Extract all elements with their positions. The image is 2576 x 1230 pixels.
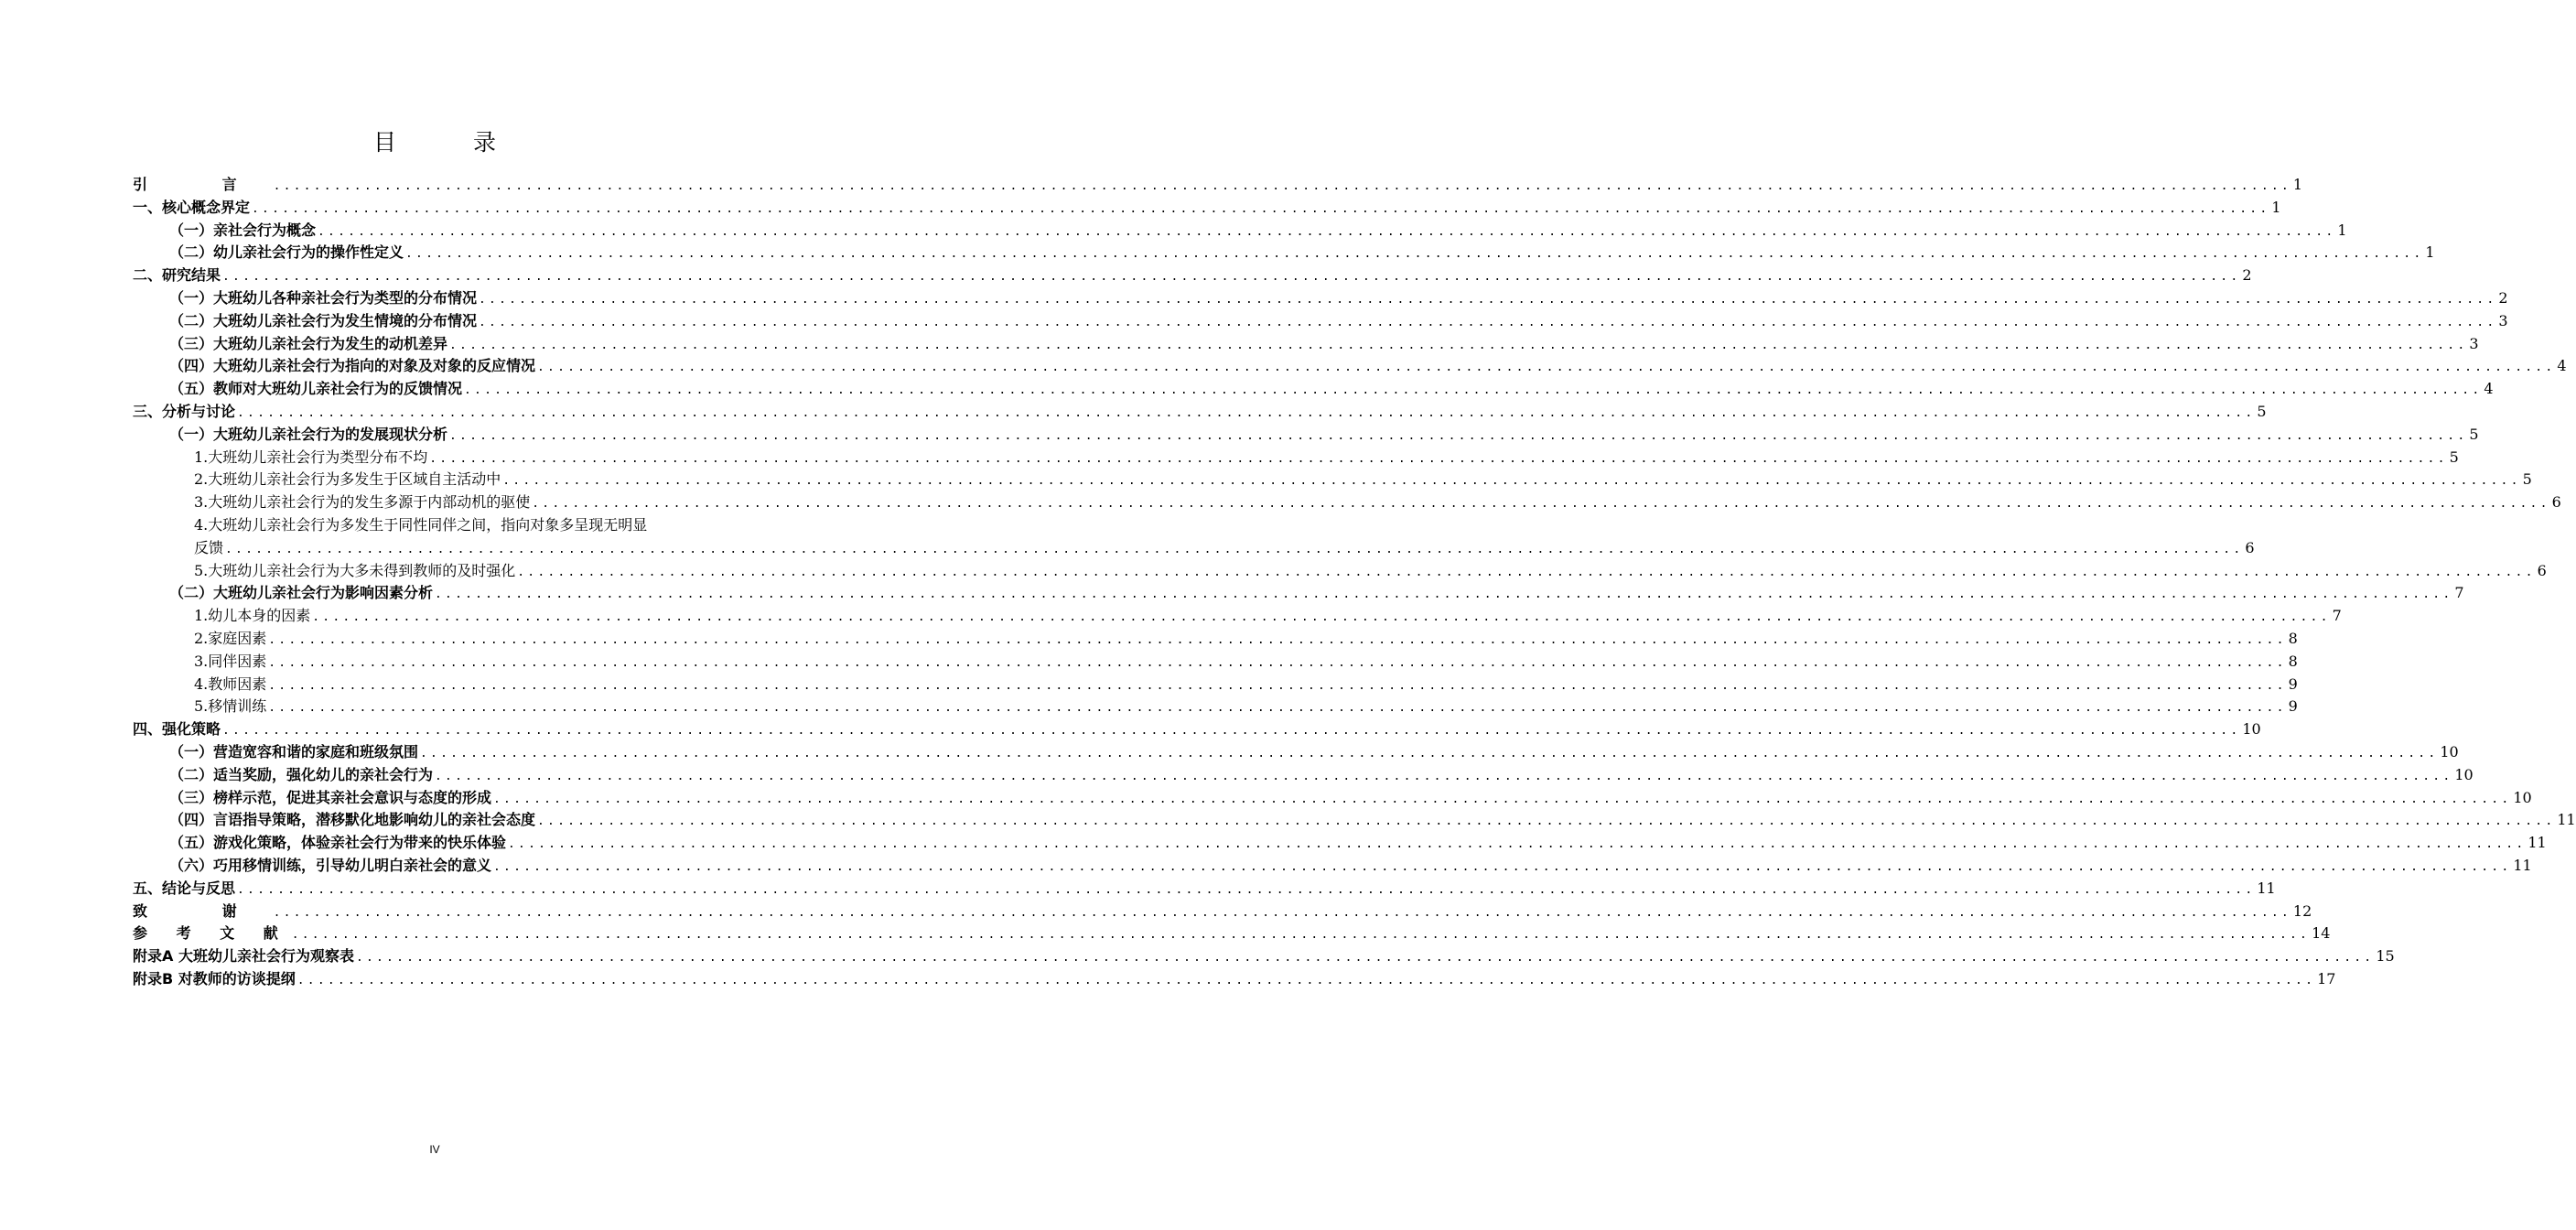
toc-entry[interactable] bbox=[133, 401, 2267, 424]
toc-entry[interactable] bbox=[133, 424, 2479, 447]
toc-entry-title: 5.大班幼儿亲社会行为大多未得到教师的及时强化 bbox=[194, 561, 516, 579]
toc-dot-leader: ........................................................................................................................................................................................................ bbox=[318, 224, 2336, 239]
toc-dot-leader: ........................................................................................................................................................................................................ bbox=[273, 905, 2291, 920]
toc-entry-title: 反馈 bbox=[194, 538, 224, 556]
toc-entry[interactable] bbox=[133, 787, 2532, 810]
toc-dot-leader: ........................................................................................................................................................................................................ bbox=[296, 973, 2316, 987]
toc-entry-title: （一）营造宽容和谐的家庭和班级氛围 bbox=[169, 742, 419, 761]
toc-entry-title: 五、结论与反思 bbox=[133, 879, 236, 897]
toc-entry[interactable] bbox=[133, 651, 2298, 674]
toc-entry-page: 3 bbox=[2469, 334, 2479, 352]
toc-entry-page: 1 bbox=[2292, 176, 2303, 193]
toc-entry-page: 10 bbox=[2440, 742, 2459, 761]
toc-entry-page: 14 bbox=[2312, 924, 2331, 943]
toc-entry-page: 1 bbox=[2271, 198, 2281, 216]
toc-dot-leader: ........................................................................................................................................................................................................ bbox=[537, 815, 2556, 829]
toc-entry-title: （五）游戏化策略，体验亲社会行为带来的快乐体验 bbox=[169, 834, 507, 852]
toc-entry-title: 附录B 对教师的访谈提纲 bbox=[133, 969, 296, 987]
toc-entry-title: 二、研究结果 bbox=[133, 266, 221, 285]
toc-dot-leader: ........................................................................................................................................................................................................ bbox=[508, 837, 2527, 852]
toc-dot-leader: ........................................................................................................................................................................................................ bbox=[493, 859, 2512, 874]
toc-entry[interactable] bbox=[133, 901, 2312, 923]
toc-entry-page: 9 bbox=[2288, 697, 2298, 716]
toc-entry-title: （一）亲社会行为概念 bbox=[169, 221, 317, 239]
toc-entry-page: 5 bbox=[2449, 448, 2459, 466]
toc-dot-leader: ........................................................................................................................................................................................................ bbox=[502, 474, 2521, 489]
toc-entry-page: 8 bbox=[2288, 629, 2298, 647]
toc-title: 目 录 bbox=[373, 129, 531, 156]
toc-dot-leader: ........................................................................................................................................................................................................ bbox=[237, 882, 2256, 897]
toc-entry[interactable] bbox=[133, 855, 2532, 878]
toc-entry[interactable] bbox=[133, 696, 2298, 718]
toc-dot-leader: ........................................................................................................................................................................................................ bbox=[537, 361, 2556, 375]
toc-entry[interactable] bbox=[133, 447, 2459, 469]
toc-entry-page: 11 bbox=[2557, 811, 2576, 829]
toc-entry[interactable] bbox=[133, 264, 2252, 287]
toc-entry[interactable] bbox=[133, 310, 2508, 333]
toc-entry-page: 5 bbox=[2257, 402, 2267, 420]
toc-entry-page: 8 bbox=[2288, 652, 2298, 670]
toc-entry-page: 10 bbox=[2513, 788, 2532, 806]
toc-entry-title: （三）榜样示范，促进其亲社会意识与态度的形成 bbox=[169, 788, 492, 806]
toc-dot-leader: ........................................................................................................................................................................................................ bbox=[449, 428, 2468, 443]
toc-dot-leader: ........................................................................................................................................................................................................ bbox=[420, 746, 2439, 761]
toc-entry[interactable] bbox=[133, 287, 2508, 310]
toc-dot-leader: ........................................................................................................................................................................................................ bbox=[225, 542, 2244, 556]
toc-dot-leader: ........................................................................................................................................................................................................ bbox=[222, 724, 2241, 739]
toc-dot-leader: ........................................................................................................................................................................................................ bbox=[479, 315, 2497, 329]
toc-dot-leader: ........................................................................................................................................................................................................ bbox=[479, 292, 2497, 307]
page-number: IV bbox=[429, 1143, 440, 1156]
toc-entry[interactable] bbox=[133, 378, 2494, 401]
toc-entry-title: （二）适当奖励，强化幼儿的亲社会行为 bbox=[169, 765, 434, 783]
toc-entry-page: 11 bbox=[2527, 834, 2547, 852]
toc-entry[interactable] bbox=[133, 605, 2342, 628]
toc-dot-leader: ........................................................................................................................................................................................................ bbox=[449, 338, 2468, 352]
toc-entry-page: 6 bbox=[2245, 538, 2255, 556]
toc-entry-page: 4 bbox=[2557, 357, 2567, 375]
toc-entry[interactable] bbox=[133, 922, 2331, 945]
toc-entry-page: 17 bbox=[2317, 969, 2336, 987]
toc-entry-title: （四）言语指导策略，潜移默化地影响幼儿的亲社会态度 bbox=[169, 811, 536, 829]
toc-entry-title: （五）教师对大班幼儿亲社会行为的反馈情况 bbox=[169, 380, 463, 398]
toc-entry-page: 6 bbox=[2551, 493, 2561, 512]
toc-entry[interactable] bbox=[133, 197, 2281, 220]
toc-entry-page: 5 bbox=[2469, 425, 2479, 443]
toc-entry[interactable] bbox=[133, 491, 2561, 514]
toc-entry[interactable] bbox=[133, 582, 2464, 605]
toc-entry-title: （三）大班幼儿亲社会行为发生的动机差异 bbox=[169, 334, 448, 352]
toc-entry-title: 引 言 bbox=[133, 176, 272, 193]
toc-entry-page: 2 bbox=[2498, 288, 2508, 307]
toc-entry-title: 2.大班幼儿亲社会行为多发生于区域自主活动中 bbox=[194, 470, 501, 489]
toc-dot-leader: ........................................................................................................................................................................................................ bbox=[435, 588, 2453, 602]
toc-entry-page: 3 bbox=[2498, 311, 2508, 329]
toc-dot-leader: ........................................................................................................................................................................................................ bbox=[435, 769, 2453, 783]
toc-entry-page: 10 bbox=[2454, 765, 2474, 783]
toc-entry-wrapped-line[interactable]: 4.大班幼儿亲社会行为多发生于同性同伴之间，指向对象多呈现无明显 bbox=[194, 515, 648, 534]
toc-entry[interactable] bbox=[133, 174, 2303, 197]
toc-entry-title: （二）大班幼儿亲社会行为发生情境的分布情况 bbox=[169, 311, 478, 329]
toc-dot-leader: ........................................................................................................................................................................................................ bbox=[222, 270, 2241, 285]
toc-entry-page: 1 bbox=[2425, 243, 2435, 262]
toc-entry-page: 10 bbox=[2242, 720, 2261, 739]
toc-entry[interactable] bbox=[133, 242, 2435, 264]
toc-entry[interactable] bbox=[133, 764, 2474, 787]
toc-dot-leader: ........................................................................................................................................................................................................ bbox=[268, 701, 2287, 716]
toc-entry-title: 致 谢 bbox=[133, 901, 272, 920]
toc-entry-title: （二）大班幼儿亲社会行为影响因素分析 bbox=[169, 584, 434, 602]
toc-entry-title: （四）大班幼儿亲社会行为指向的对象及对象的反应情况 bbox=[169, 357, 536, 375]
toc-dot-leader: ........................................................................................................................................................................................................ bbox=[273, 179, 2291, 193]
toc-entry[interactable] bbox=[133, 628, 2298, 651]
toc-entry-title: 1.大班幼儿亲社会行为类型分布不均 bbox=[194, 448, 428, 466]
toc-entry-title: 1.幼儿本身的因素 bbox=[194, 607, 311, 625]
toc-entry-page: 7 bbox=[2332, 607, 2342, 625]
toc-entry-page: 11 bbox=[2513, 856, 2532, 874]
toc-dot-leader: ........................................................................................................................................................................................................ bbox=[291, 928, 2311, 943]
toc-entry-page: 4 bbox=[2484, 380, 2494, 398]
toc-entry[interactable] bbox=[133, 878, 2276, 901]
toc-entry-page: 7 bbox=[2454, 584, 2464, 602]
toc-entry[interactable] bbox=[133, 469, 2532, 491]
toc-entry[interactable] bbox=[133, 355, 2567, 378]
toc-entry-title: （一）大班幼儿亲社会行为的发展现状分析 bbox=[169, 425, 448, 443]
toc-dot-leader: ........................................................................................................................................................................................................ bbox=[464, 383, 2483, 398]
toc-entry[interactable] bbox=[133, 809, 2576, 832]
toc-entry-title: 三、分析与讨论 bbox=[133, 402, 236, 420]
table-of-contents bbox=[133, 174, 2576, 991]
toc-entry-title: 5.移情训练 bbox=[194, 697, 267, 716]
toc-entry-page: 9 bbox=[2288, 674, 2298, 693]
toc-dot-leader: ........................................................................................................................................................................................................ bbox=[355, 951, 2375, 966]
toc-dot-leader: ........................................................................................................................................................................................................ bbox=[517, 565, 2536, 579]
toc-entry-title: 3.同伴因素 bbox=[194, 652, 267, 670]
toc-entry[interactable] bbox=[133, 718, 2261, 741]
toc-entry[interactable] bbox=[133, 537, 2255, 560]
toc-entry-page: 5 bbox=[2522, 470, 2532, 489]
toc-entry-page: 6 bbox=[2537, 561, 2547, 579]
toc-entry[interactable] bbox=[133, 220, 2347, 243]
toc-entry-title: 参 考 文 献 bbox=[133, 924, 290, 943]
toc-entry[interactable] bbox=[133, 968, 2336, 991]
toc-dot-leader: ........................................................................................................................................................................................................ bbox=[268, 655, 2287, 670]
toc-dot-leader: ........................................................................................................................................................................................................ bbox=[312, 610, 2331, 625]
toc-dot-leader: ........................................................................................................................................................................................................ bbox=[252, 201, 2270, 216]
toc-dot-leader: ........................................................................................................................................................................................................ bbox=[429, 451, 2448, 466]
toc-entry[interactable] bbox=[133, 560, 2547, 583]
toc-entry-page: 12 bbox=[2292, 901, 2312, 920]
toc-entry-title: 3.大班幼儿亲社会行为的发生多源于内部动机的驱使 bbox=[194, 493, 531, 512]
toc-entry[interactable] bbox=[133, 945, 2395, 968]
toc-dot-leader: ........................................................................................................................................................................................................ bbox=[268, 632, 2287, 647]
toc-dot-leader: ........................................................................................................................................................................................................ bbox=[268, 678, 2287, 693]
toc-dot-leader: ........................................................................................................................................................................................................ bbox=[405, 247, 2424, 262]
toc-entry[interactable] bbox=[133, 741, 2459, 764]
toc-entry-page: 1 bbox=[2337, 221, 2347, 239]
toc-entry[interactable] bbox=[133, 674, 2298, 696]
toc-dot-leader: ........................................................................................................................................................................................................ bbox=[237, 405, 2256, 420]
toc-entry-title: 4.教师因素 bbox=[194, 674, 267, 693]
toc-entry-title: 附录A 大班幼儿亲社会行为观察表 bbox=[133, 947, 354, 966]
toc-entry-page: 15 bbox=[2376, 947, 2395, 966]
toc-dot-leader: ........................................................................................................................................................................................................ bbox=[493, 792, 2512, 806]
toc-entry-title: 四、强化策略 bbox=[133, 720, 221, 739]
toc-entry-title: （二）幼儿亲社会行为的操作性定义 bbox=[169, 243, 404, 262]
toc-entry-title: （一）大班幼儿各种亲社会行为类型的分布情况 bbox=[169, 288, 478, 307]
toc-entry-title: 2.家庭因素 bbox=[194, 629, 267, 647]
toc-entry-page: 2 bbox=[2242, 266, 2252, 285]
toc-entry[interactable] bbox=[133, 832, 2547, 855]
toc-dot-leader: ........................................................................................................................................................................................................ bbox=[532, 497, 2550, 512]
toc-entry-page: 11 bbox=[2257, 879, 2276, 897]
toc-entry-title: （六）巧用移情训练，引导幼儿明白亲社会的意义 bbox=[169, 856, 492, 874]
toc-entry-title: 一、核心概念界定 bbox=[133, 198, 251, 216]
toc-entry[interactable] bbox=[133, 333, 2479, 356]
